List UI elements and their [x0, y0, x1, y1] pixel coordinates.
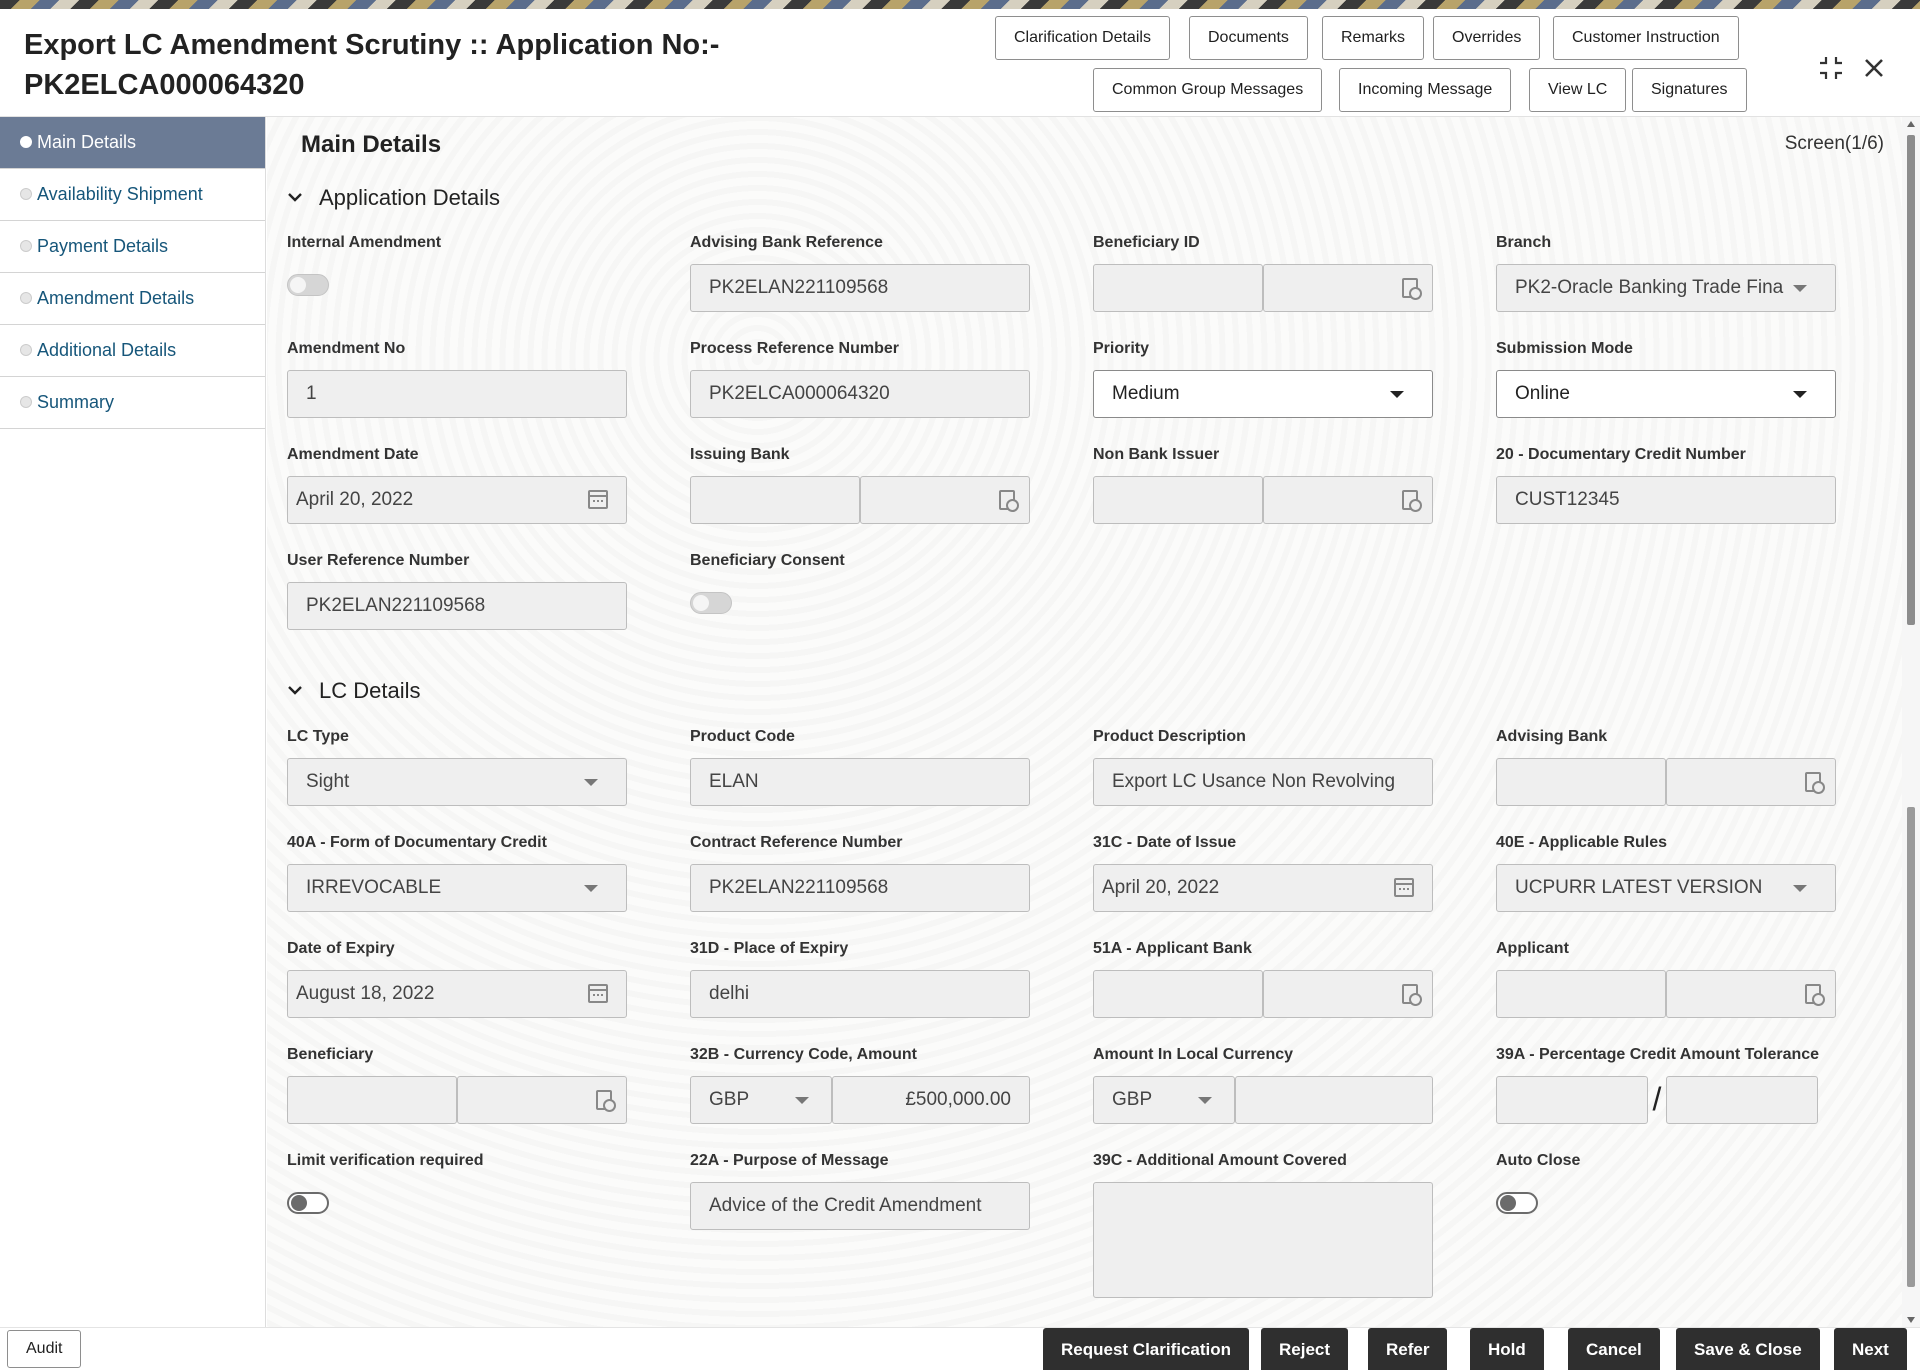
lc-details-title: LC Details [319, 678, 421, 703]
remarks-button[interactable]: Remarks [1322, 16, 1424, 60]
chevron-down-icon [584, 779, 598, 786]
purpose-of-message-input[interactable]: Advice of the Credit Amendment [690, 1182, 1030, 1230]
refer-button[interactable]: Refer [1368, 1328, 1447, 1370]
amendment-date-value: April 20, 2022 [296, 489, 414, 510]
limit-verification-toggle[interactable] [287, 1192, 329, 1214]
chevron-down-icon [287, 190, 305, 208]
tolerance-minus-input[interactable] [1666, 1076, 1818, 1124]
process-reference-number-field [690, 340, 1030, 418]
internal-amendment-toggle[interactable] [287, 274, 329, 296]
signatures-button[interactable]: Signatures [1632, 68, 1747, 112]
next-button[interactable]: Next [1834, 1328, 1907, 1370]
currency-value: GBP [709, 1089, 750, 1110]
contract-reference-number-field [690, 834, 1030, 912]
calendar-icon[interactable] [1394, 878, 1414, 897]
currency-amount-field [690, 1046, 1030, 1124]
field-label: 51A - Applicant Bank [1093, 940, 1252, 957]
audit-button[interactable]: Audit [7, 1330, 81, 1368]
lc-type-field [287, 728, 627, 806]
issuing-bank-field [690, 446, 1030, 524]
lc-details-header[interactable] [287, 678, 420, 704]
limit-verification-field [287, 1152, 627, 1214]
chevron-down-icon [795, 1097, 809, 1104]
page-header [0, 9, 1920, 117]
field-label: Internal Amendment [287, 234, 442, 251]
save-close-button[interactable]: Save & Close [1676, 1328, 1820, 1370]
issuing-bank-name [860, 476, 1030, 524]
step-dot-icon [20, 344, 32, 356]
clarification-details-button[interactable]: Clarification Details [995, 16, 1170, 60]
date-of-issue-field [1093, 834, 1433, 912]
user-reference-number-field [287, 552, 627, 630]
date-of-expiry-value: August 18, 2022 [296, 983, 435, 1004]
sidebar-item-availability-shipment[interactable] [0, 169, 265, 221]
common-group-messages-button[interactable]: Common Group Messages [1093, 68, 1322, 112]
scrollbar-thumb[interactable] [1907, 135, 1915, 625]
footer-bar [0, 1327, 1920, 1370]
field-label: 40E - Applicable Rules [1496, 834, 1668, 851]
local-currency-select[interactable] [1093, 1076, 1235, 1124]
field-label: Advising Bank [1496, 728, 1608, 745]
applicant-bank-name [1263, 970, 1433, 1018]
field-label: Issuing Bank [690, 446, 790, 463]
request-clarification-button[interactable]: Request Clarification [1043, 1328, 1249, 1370]
chevron-down-icon [1198, 1097, 1212, 1104]
close-icon[interactable] [1859, 53, 1889, 83]
section-page-title: Main Details [301, 131, 442, 158]
amendment-date-input[interactable] [287, 476, 627, 524]
advising-bank-field [1496, 728, 1836, 806]
auto-close-field [1496, 1152, 1836, 1214]
field-label: Amount In Local Currency [1093, 1046, 1294, 1063]
internal-amendment-field [287, 234, 627, 296]
field-label: 40A - Form of Documentary Credit [287, 834, 547, 851]
field-label: Limit verification required [287, 1152, 484, 1169]
sidebar-item-main-details[interactable] [0, 117, 265, 169]
chevron-down-icon [1793, 885, 1807, 892]
scroll-down-icon[interactable] [1907, 1317, 1915, 1323]
lookup-icon[interactable] [1402, 984, 1418, 1004]
place-of-expiry-input[interactable]: delhi [690, 970, 1030, 1018]
chevron-down-icon [1793, 285, 1807, 292]
field-label: 39C - Additional Amount Covered [1093, 1152, 1347, 1169]
non-bank-issuer-field [1093, 446, 1433, 524]
lc-type-select[interactable] [287, 758, 627, 806]
field-label: Auto Close [1496, 1152, 1581, 1169]
submission-mode-field [1496, 340, 1836, 418]
date-of-expiry-input[interactable] [287, 970, 627, 1018]
place-of-expiry-field [690, 940, 1030, 1018]
field-label: Beneficiary Consent [690, 552, 845, 569]
applicant-bank-input[interactable] [1093, 970, 1263, 1018]
scrollbar-thumb-outer[interactable] [1907, 807, 1915, 1287]
amendment-no-field [287, 340, 627, 418]
lc-type-value: Sight [306, 771, 350, 792]
field-label: Priority [1093, 340, 1150, 357]
priority-field [1093, 340, 1433, 418]
beneficiary-input[interactable] [287, 1076, 457, 1124]
beneficiary-consent-field [690, 552, 1030, 614]
field-label: Amendment Date [287, 446, 419, 463]
field-label: Contract Reference Number [690, 834, 903, 851]
main-content [267, 117, 1902, 1327]
submission-mode-value: Online [1515, 383, 1570, 404]
field-label: 32B - Currency Code, Amount [690, 1046, 917, 1063]
advising-bank-name [1666, 758, 1836, 806]
documentary-credit-number-input[interactable]: CUST12345 [1496, 476, 1836, 524]
applicant-input[interactable] [1496, 970, 1666, 1018]
calendar-icon[interactable] [588, 984, 608, 1003]
field-label: User Reference Number [287, 552, 470, 569]
branch-select[interactable] [1496, 264, 1836, 312]
sidebar-item-label: Summary [37, 392, 115, 412]
field-label: Date of Expiry [287, 940, 395, 957]
submission-mode-select[interactable] [1496, 370, 1836, 418]
lookup-icon[interactable] [999, 490, 1015, 510]
screen-indicator: Screen(1/6) [1784, 133, 1884, 154]
field-label: 22A - Purpose of Message [690, 1152, 889, 1169]
field-label: 31D - Place of Expiry [690, 940, 849, 957]
branch-field [1496, 234, 1836, 312]
advising-bank-reference-input[interactable]: PK2ELAN221109568 [690, 264, 1030, 312]
field-label: 20 - Documentary Credit Number [1496, 446, 1746, 463]
field-label: Product Description [1093, 728, 1246, 745]
field-label: 39A - Percentage Credit Amount Tolerance [1496, 1046, 1820, 1063]
applicable-rules-field [1496, 834, 1836, 912]
date-of-expiry-field [287, 940, 627, 1018]
beneficiary-field [287, 1046, 627, 1124]
sidebar-item-amendment-details[interactable] [0, 273, 265, 325]
form-of-documentary-credit-select[interactable] [287, 864, 627, 912]
purpose-of-message-field [690, 1152, 1030, 1230]
beneficiary-id-name [1263, 264, 1433, 312]
overrides-button[interactable]: Overrides [1433, 16, 1540, 60]
process-reference-number-input[interactable]: PK2ELCA000064320 [690, 370, 1030, 418]
chevron-down-icon [1390, 391, 1404, 398]
product-description-input[interactable]: Export LC Usance Non Revolving [1093, 758, 1433, 806]
view-lc-button[interactable]: View LC [1529, 68, 1626, 112]
incoming-message-button[interactable]: Incoming Message [1339, 68, 1511, 112]
field-label: Non Bank Issuer [1093, 446, 1220, 463]
collapse-icon[interactable] [1816, 53, 1846, 83]
lookup-icon[interactable] [1805, 772, 1821, 792]
page-title-line1: Export LC Amendment Scrutiny :: Application No:- [24, 29, 720, 61]
date-of-issue-value: April 20, 2022 [1102, 877, 1220, 898]
hold-button[interactable]: Hold [1470, 1328, 1544, 1370]
scroll-up-icon[interactable] [1907, 121, 1915, 127]
sidebar-item-payment-details[interactable] [0, 221, 265, 273]
date-of-issue-input[interactable] [1093, 864, 1433, 912]
page-title [24, 25, 744, 105]
sidebar-item-label: Amendment Details [37, 288, 195, 308]
field-label: Advising Bank Reference [690, 234, 883, 251]
non-bank-issuer-name [1263, 476, 1433, 524]
vertical-scrollbar[interactable] [1902, 117, 1920, 1327]
field-label: 31C - Date of Issue [1093, 834, 1237, 851]
advising-bank-input[interactable] [1496, 758, 1666, 806]
applicable-rules-select[interactable] [1496, 864, 1836, 912]
amendment-date-field [287, 446, 627, 524]
additional-amount-covered-textarea[interactable] [1093, 1182, 1433, 1298]
customer-instruction-button[interactable]: Customer Instruction [1553, 16, 1739, 60]
amendment-no-input[interactable]: 1 [287, 370, 627, 418]
issuing-bank-input[interactable] [690, 476, 860, 524]
field-label: Beneficiary ID [1093, 234, 1200, 251]
documentary-credit-number-field [1496, 446, 1836, 524]
beneficiary-name [457, 1076, 627, 1124]
field-label: Product Code [690, 728, 795, 745]
top-banner-strip [0, 0, 1920, 9]
step-dot-icon [20, 292, 32, 304]
field-label: Process Reference Number [690, 340, 899, 357]
lookup-icon[interactable] [1805, 984, 1821, 1004]
field-label: Branch [1496, 234, 1552, 251]
priority-select[interactable] [1093, 370, 1433, 418]
application-details-header[interactable] [287, 185, 500, 211]
local-amount-input[interactable] [1235, 1076, 1433, 1124]
advising-bank-reference-field [690, 234, 1030, 312]
tolerance-plus-input[interactable] [1496, 1076, 1648, 1124]
auto-close-toggle[interactable] [1496, 1192, 1538, 1214]
beneficiary-id-field [1093, 234, 1433, 312]
currency-select[interactable] [690, 1076, 832, 1124]
priority-value: Medium [1112, 383, 1180, 404]
application-number: PK2ELCA000064320 [24, 69, 305, 101]
user-reference-number-input[interactable]: PK2ELAN221109568 [287, 582, 627, 630]
branch-value: PK2-Oracle Banking Trade Fina [1515, 277, 1784, 298]
applicant-name [1666, 970, 1836, 1018]
local-currency-value: GBP [1112, 1089, 1153, 1110]
field-label: LC Type [287, 728, 349, 745]
step-dot-icon [20, 396, 32, 408]
additional-amount-covered-field [1093, 1152, 1433, 1298]
product-description-field [1093, 728, 1433, 806]
beneficiary-consent-toggle[interactable] [690, 592, 732, 614]
lookup-icon[interactable] [1402, 278, 1418, 298]
credit-amount-tolerance-field [1496, 1046, 1836, 1124]
calendar-icon[interactable] [588, 490, 608, 509]
step-dot-icon [20, 136, 32, 148]
applicant-field [1496, 940, 1836, 1018]
product-code-input[interactable]: ELAN [690, 758, 1030, 806]
sidebar-item-additional-details[interactable] [0, 325, 265, 377]
applicant-bank-field [1093, 940, 1433, 1018]
sidebar-item-label: Payment Details [37, 236, 169, 256]
applicable-rules-value: UCPURR LATEST VERSION [1515, 877, 1763, 898]
chevron-down-icon [287, 683, 305, 701]
amount-local-currency-field [1093, 1046, 1433, 1124]
form-of-documentary-credit-value: IRREVOCABLE [306, 877, 442, 898]
lookup-icon[interactable] [596, 1090, 612, 1110]
reject-button[interactable]: Reject [1261, 1328, 1348, 1370]
contract-reference-number-input[interactable]: PK2ELAN221109568 [690, 864, 1030, 912]
field-label: Submission Mode [1496, 340, 1633, 357]
step-dot-icon [20, 240, 32, 252]
cancel-button[interactable]: Cancel [1568, 1328, 1660, 1370]
beneficiary-id-input[interactable] [1093, 264, 1263, 312]
sidebar-nav [0, 117, 266, 1327]
sidebar-item-summary[interactable] [0, 377, 265, 429]
field-label: Amendment No [287, 340, 406, 357]
field-label: Beneficiary [287, 1046, 374, 1063]
sidebar-item-label: Main Details [37, 132, 137, 152]
sidebar-item-label: Availability Shipment [37, 184, 203, 204]
non-bank-issuer-input[interactable] [1093, 476, 1263, 524]
field-label: Applicant [1496, 940, 1569, 957]
form-of-documentary-credit-field [287, 834, 627, 912]
application-details-title: Application Details [319, 185, 500, 210]
documents-button[interactable]: Documents [1189, 16, 1308, 60]
lookup-icon[interactable] [1402, 490, 1418, 510]
sidebar-item-label: Additional Details [37, 340, 177, 360]
step-dot-icon [20, 188, 32, 200]
chevron-down-icon [584, 885, 598, 892]
tolerance-separator: / [1652, 1081, 1662, 1117]
product-code-field [690, 728, 1030, 806]
amount-input[interactable]: £500,000.00 [832, 1076, 1030, 1124]
chevron-down-icon [1793, 391, 1807, 398]
